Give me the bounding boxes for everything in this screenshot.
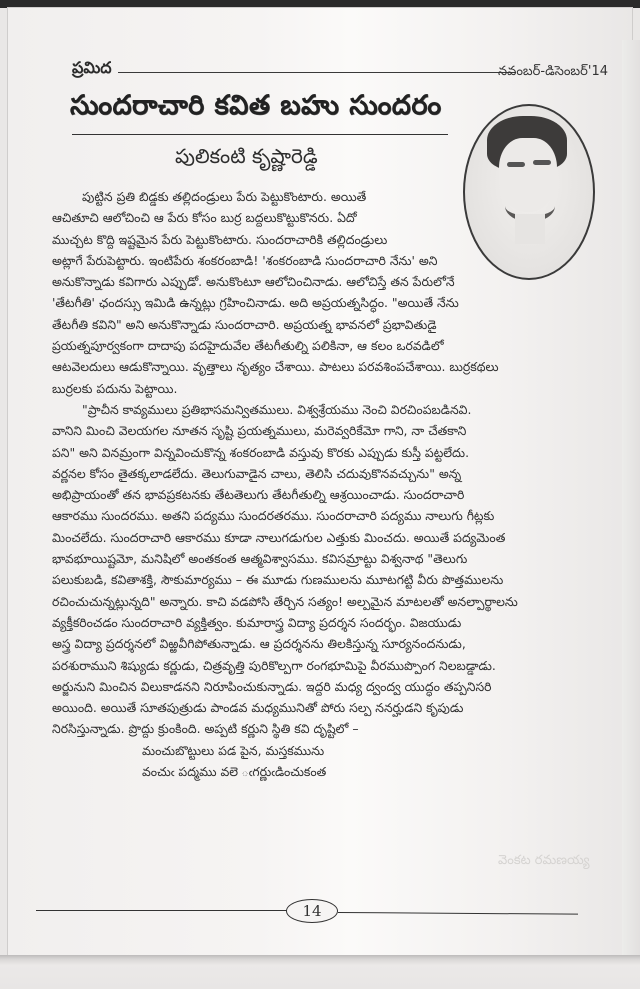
body-line: అర్జునుని మించిన విలుకాడనని నిరూపించుకున్నాడు. ఇద్దరి మధ్య ద్వంద్వ యుద్ధం తప్పనిసరి (52, 678, 492, 694)
article-author: పులికంటి కృష్ణారెడ్డి (175, 144, 318, 168)
article-title: సుందరాచారి కవిత బహు సుందరం (70, 90, 442, 121)
magazine-name: ప్రమిద (72, 58, 112, 77)
page-number: 14 (286, 899, 338, 923)
body-line: ముచ్చట కొద్ది ఇష్టమైన పేరు పెట్టుకొంటారు. సుందరాచారికి తల్లిదండ్రులు (52, 231, 388, 247)
body-line: పరశురాముని శిష్యుడు కర్ణుడు, చిత్రవృత్తి పురికొల్పగా రంగభూమిపై వీరముప్పొంగ నిలబడ్డాడు. (52, 657, 496, 673)
portrait-brow-right (533, 160, 551, 165)
body-line: అట్లాగే పేరుపెట్టారు. ఇంటిపేరు శంకరంబాడి! 'శంకరంబాడి సుందరాచారి నేను' అని (52, 252, 438, 268)
issue-date: నవంబర్-డిసెంబర్'14 (497, 64, 608, 79)
running-header (52, 58, 608, 82)
article-body (52, 186, 612, 782)
body-line: నిరసిస్తున్నాడు. ప్రొద్దు క్రుంకింది. అప్పటి కర్ణుని స్థితి కవి దృష్టిలో – (52, 721, 359, 737)
body-line: ఆచితూచి ఆలోచించి ఆ పేరు కోసం బుర్ర బద్దలుకొట్టుకొనరు. ఏదో (52, 210, 357, 226)
body-line: పుట్టిన ప్రతి బిడ్డకు తల్లిదండ్రులు పేరు పెట్టుకొంటారు. అయితే (82, 189, 367, 204)
footer-rule-left (36, 910, 288, 911)
body-line: ఆటవెలదులు ఆడుకొన్నాయి. వృత్తాలు నృత్యం చేశాయి. పాటలు పరవశింపచేశాయి. బుర్రకథలు (52, 359, 499, 375)
verse-line: మంచుబొట్టులు పడ పైన, మస్తకమును (142, 742, 325, 758)
verse-line: వంచుఁ పద్మము వలె ఁగర్ణుఁడించుకంత (142, 764, 327, 780)
body-line: వానిని మించి వెలయగల నూతన సృష్టి ప్రయత్నములు, మరెవ్వరికేమో గాని, నా చేతకాని (52, 423, 467, 439)
header-rule (118, 72, 516, 73)
body-line: 'తేటగీతి' ఛందస్సు ఇమిడి ఉన్నట్లు గ్రహించినాడు. అది అప్రయత్నసిద్ధం. "అయితే నేను (52, 295, 459, 311)
body-line: మించలేదు. సుందరాచారి ఆకారము కూడా నాలుగడుగుల ఎత్తుకు మించదు. అయితే పద్యమెంత (52, 529, 506, 545)
bleed-through-text: వెంకట రమణయ్య (498, 853, 590, 868)
body-line: వర్ణనల కోసం తైతక్కలాడలేదు. తెలుగువాడైన చాలు, తెలిసి చదువుకొనవచ్చును" అన్న (52, 465, 462, 481)
body-line: తేటగీతి కవిని" అని అనుకొన్నాడు సుందరాచారి. అప్రయత్న భావనలో ప్రభావితుడై (52, 316, 437, 332)
body-line: అయింది. అయితే సూతపుత్రుడు పాండవ మధ్యమునితో పోరు సల్ప ననర్హుడని కృపుడు (52, 700, 464, 716)
body-line: ప్రయత్నపూర్వకంగా దాదాపు పదహైదువేల తేటగీతుల్ని పలికినా, ఆ కలం ఒరవడిలో (52, 338, 444, 354)
body-line: "ప్రాచీన కావ్యములు ప్రతిభాసమన్వితములు. విశ్వశ్రేయము నెంచి విరచింపబడినవి. (82, 401, 472, 417)
body-line: రచించుచున్నట్లున్నది" అన్నారు. కాచి వడపోసి తేర్చిన సత్యం! అల్పమైన మాటలతో అనల్పార్థాలను (52, 593, 518, 609)
title-underline (72, 134, 448, 135)
article-title-block (70, 90, 450, 170)
body-line: ఆకారము సుందరము. అతని పద్యము సుందరతరము. సుందరాచారి పద్యము నాలుగు గీట్లకు (52, 508, 495, 524)
body-line: వ్యక్తీకరించడం సుందరాచారి వ్యక్తిత్వం. కుమారాస్త్ర విద్యా ప్రదర్శన సందర్భం. విజయుడు (52, 614, 462, 630)
body-line: అస్త్ర విద్యా ప్రదర్శనలో విఱ్ఱవీగిపోతున్నాడు. ఆ ప్రదర్శనను తిలకిస్తున్న సూర్యనందనుడు, (52, 636, 466, 652)
page-bottom-edge (0, 955, 640, 989)
page-edge-shadow (622, 40, 640, 960)
body-line: బుర్రలకు పదును పెట్టాయి. (52, 380, 178, 396)
body-line: అనుకొన్నాడు కవిగారు ఎప్పుడో. అనుకొంటూ ఆలోచించినాడు. ఆలోచిస్తే తన పేరులోనే (52, 274, 455, 290)
body-line: పలుకుబడి, కవితాశక్తి, సౌకుమార్యము – ఈ మూడు గుణములను మూటగట్టి వీరు పొత్తములను (52, 572, 504, 588)
body-line: భావభూయిష్టమో, మనిషిలో అంతకంత ఆత్మవిశ్వాసము. కవిసమ్రాట్టు విశ్వనాథ "తెలుగు (52, 551, 468, 567)
body-line: పని" అని వినమ్రంగా విన్నవించుకొన్న శంకరంబాడి వస్తువు కొరకు ఎప్పుడు కుస్తీ పట్టలేదు. (52, 444, 470, 460)
portrait-brow-left (507, 162, 525, 167)
body-line: అభిప్రాయంతో తన భావప్రకటనకు తేటతెలుగు తేటగీతుల్ని ఆశ్రయించాడు. సుందరాచారి (52, 487, 465, 503)
